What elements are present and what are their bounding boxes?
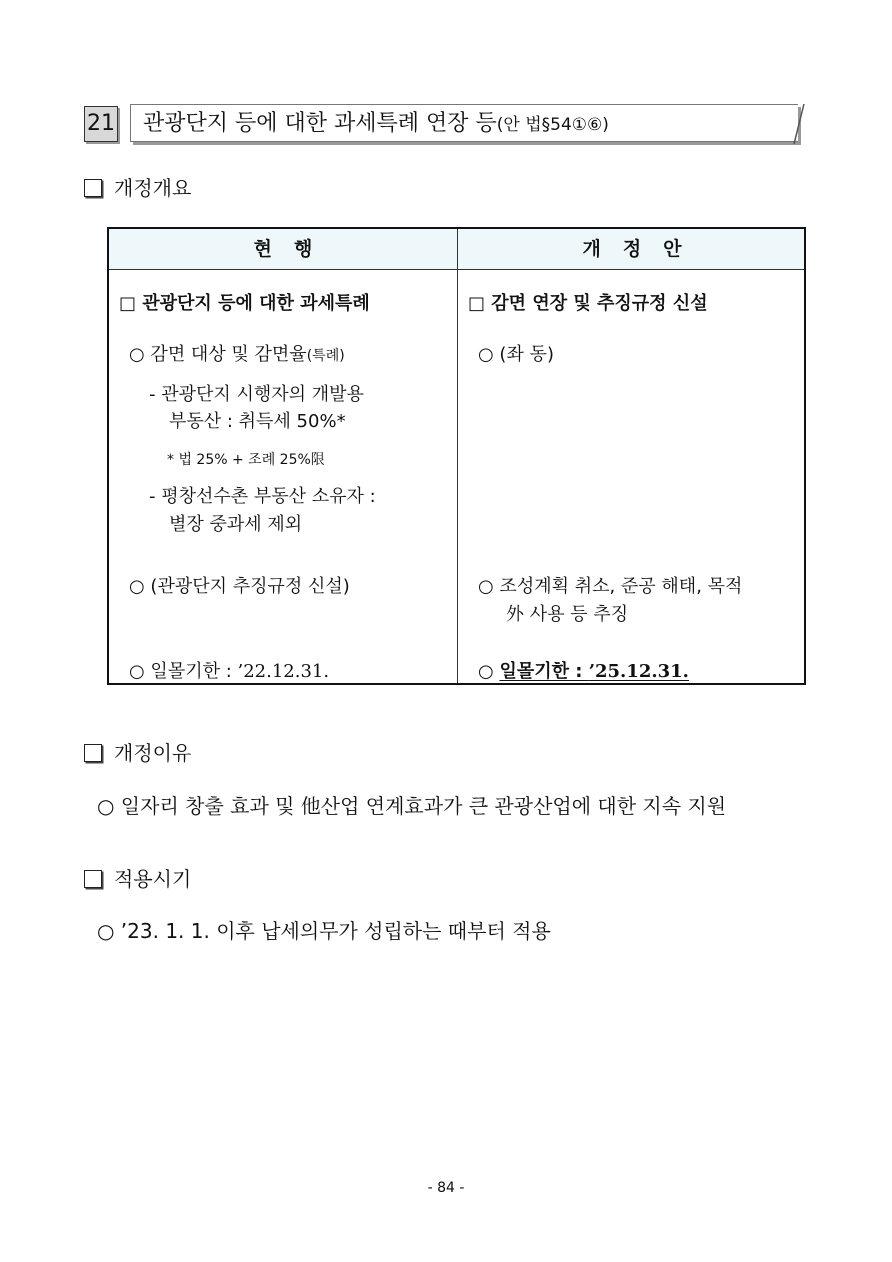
section-reason-heading bbox=[84, 741, 191, 765]
article-title-ref: (안 법§54①⑥) bbox=[496, 115, 609, 135]
header-proposed: 개정안 bbox=[582, 238, 704, 260]
section-effective-heading bbox=[84, 867, 191, 891]
current-footnote: * 법 25% + 조례 25%限 bbox=[167, 452, 325, 468]
current-item-clawback: ○ (관광단지 추징규정 신설) bbox=[129, 576, 350, 597]
current-dash2-line2: 별장 중과세 제외 bbox=[169, 514, 303, 535]
section-reason-label: 개정이유 bbox=[114, 741, 192, 765]
reason-text: ○ 일자리 창출 효과 및 他산업 연계효과가 큰 관광산업에 대한 지속 지원 bbox=[97, 794, 727, 818]
page-number: - 84 - bbox=[427, 1180, 465, 1196]
header-current: 현행 bbox=[253, 238, 335, 260]
article-number: 21 bbox=[84, 106, 118, 142]
proposed-item-sunset bbox=[478, 659, 689, 685]
proposed-item-same: ○ (좌 동) bbox=[478, 344, 554, 365]
title-box-edge bbox=[792, 104, 806, 144]
proposed-item-clawback-line1: ○ 조성계획 취소, 준공 해태, 목적 bbox=[478, 576, 743, 597]
current-item-reduction bbox=[129, 342, 345, 369]
comparison-table bbox=[107, 227, 806, 685]
section-overview-label: 개정개요 bbox=[114, 176, 192, 200]
effective-text: ○ ’23. 1. 1. 이후 납세의무가 성립하는 때부터 적용 bbox=[97, 919, 551, 943]
current-dash1-line2: 부동산 : 취득세 50%* bbox=[169, 411, 346, 432]
section-overview-heading bbox=[84, 176, 191, 200]
current-item-reduction-text: ○ 감면 대상 및 감면율 bbox=[129, 344, 307, 365]
article-title-main: 관광단지 등에 대한 과세특례 연장 등 bbox=[143, 111, 497, 136]
proposed-heading: □ 감면 연장 및 추징규정 신설 bbox=[468, 293, 708, 314]
current-dash1-line1: - 관광단지 시행자의 개발용 bbox=[149, 384, 364, 405]
proposed-sunset-label: 일몰기한 : bbox=[499, 661, 589, 682]
column-divider bbox=[457, 229, 458, 683]
square-bullet-icon bbox=[84, 870, 102, 888]
current-sunset-label: ○ 일몰기한 : bbox=[129, 661, 238, 682]
section-effective-label: 적용시기 bbox=[114, 867, 192, 891]
current-item-reduction-suffix: (특례) bbox=[306, 348, 345, 364]
square-bullet-icon bbox=[84, 179, 102, 197]
current-dash2-line1: - 평창선수촌 부동산 소유자 : bbox=[149, 486, 376, 507]
proposed-sunset-date: ’25.12.31. bbox=[588, 661, 689, 682]
current-heading: □ 관광단지 등에 대한 과세특례 bbox=[119, 293, 370, 314]
proposed-item-clawback-line2: 外 사용 등 추징 bbox=[506, 604, 629, 625]
article-title bbox=[130, 104, 798, 142]
proposed-sunset-bullet: ○ bbox=[478, 661, 500, 682]
square-bullet-icon bbox=[84, 744, 102, 762]
current-sunset-date: ’22.12.31. bbox=[237, 661, 330, 682]
current-item-sunset bbox=[129, 659, 329, 685]
